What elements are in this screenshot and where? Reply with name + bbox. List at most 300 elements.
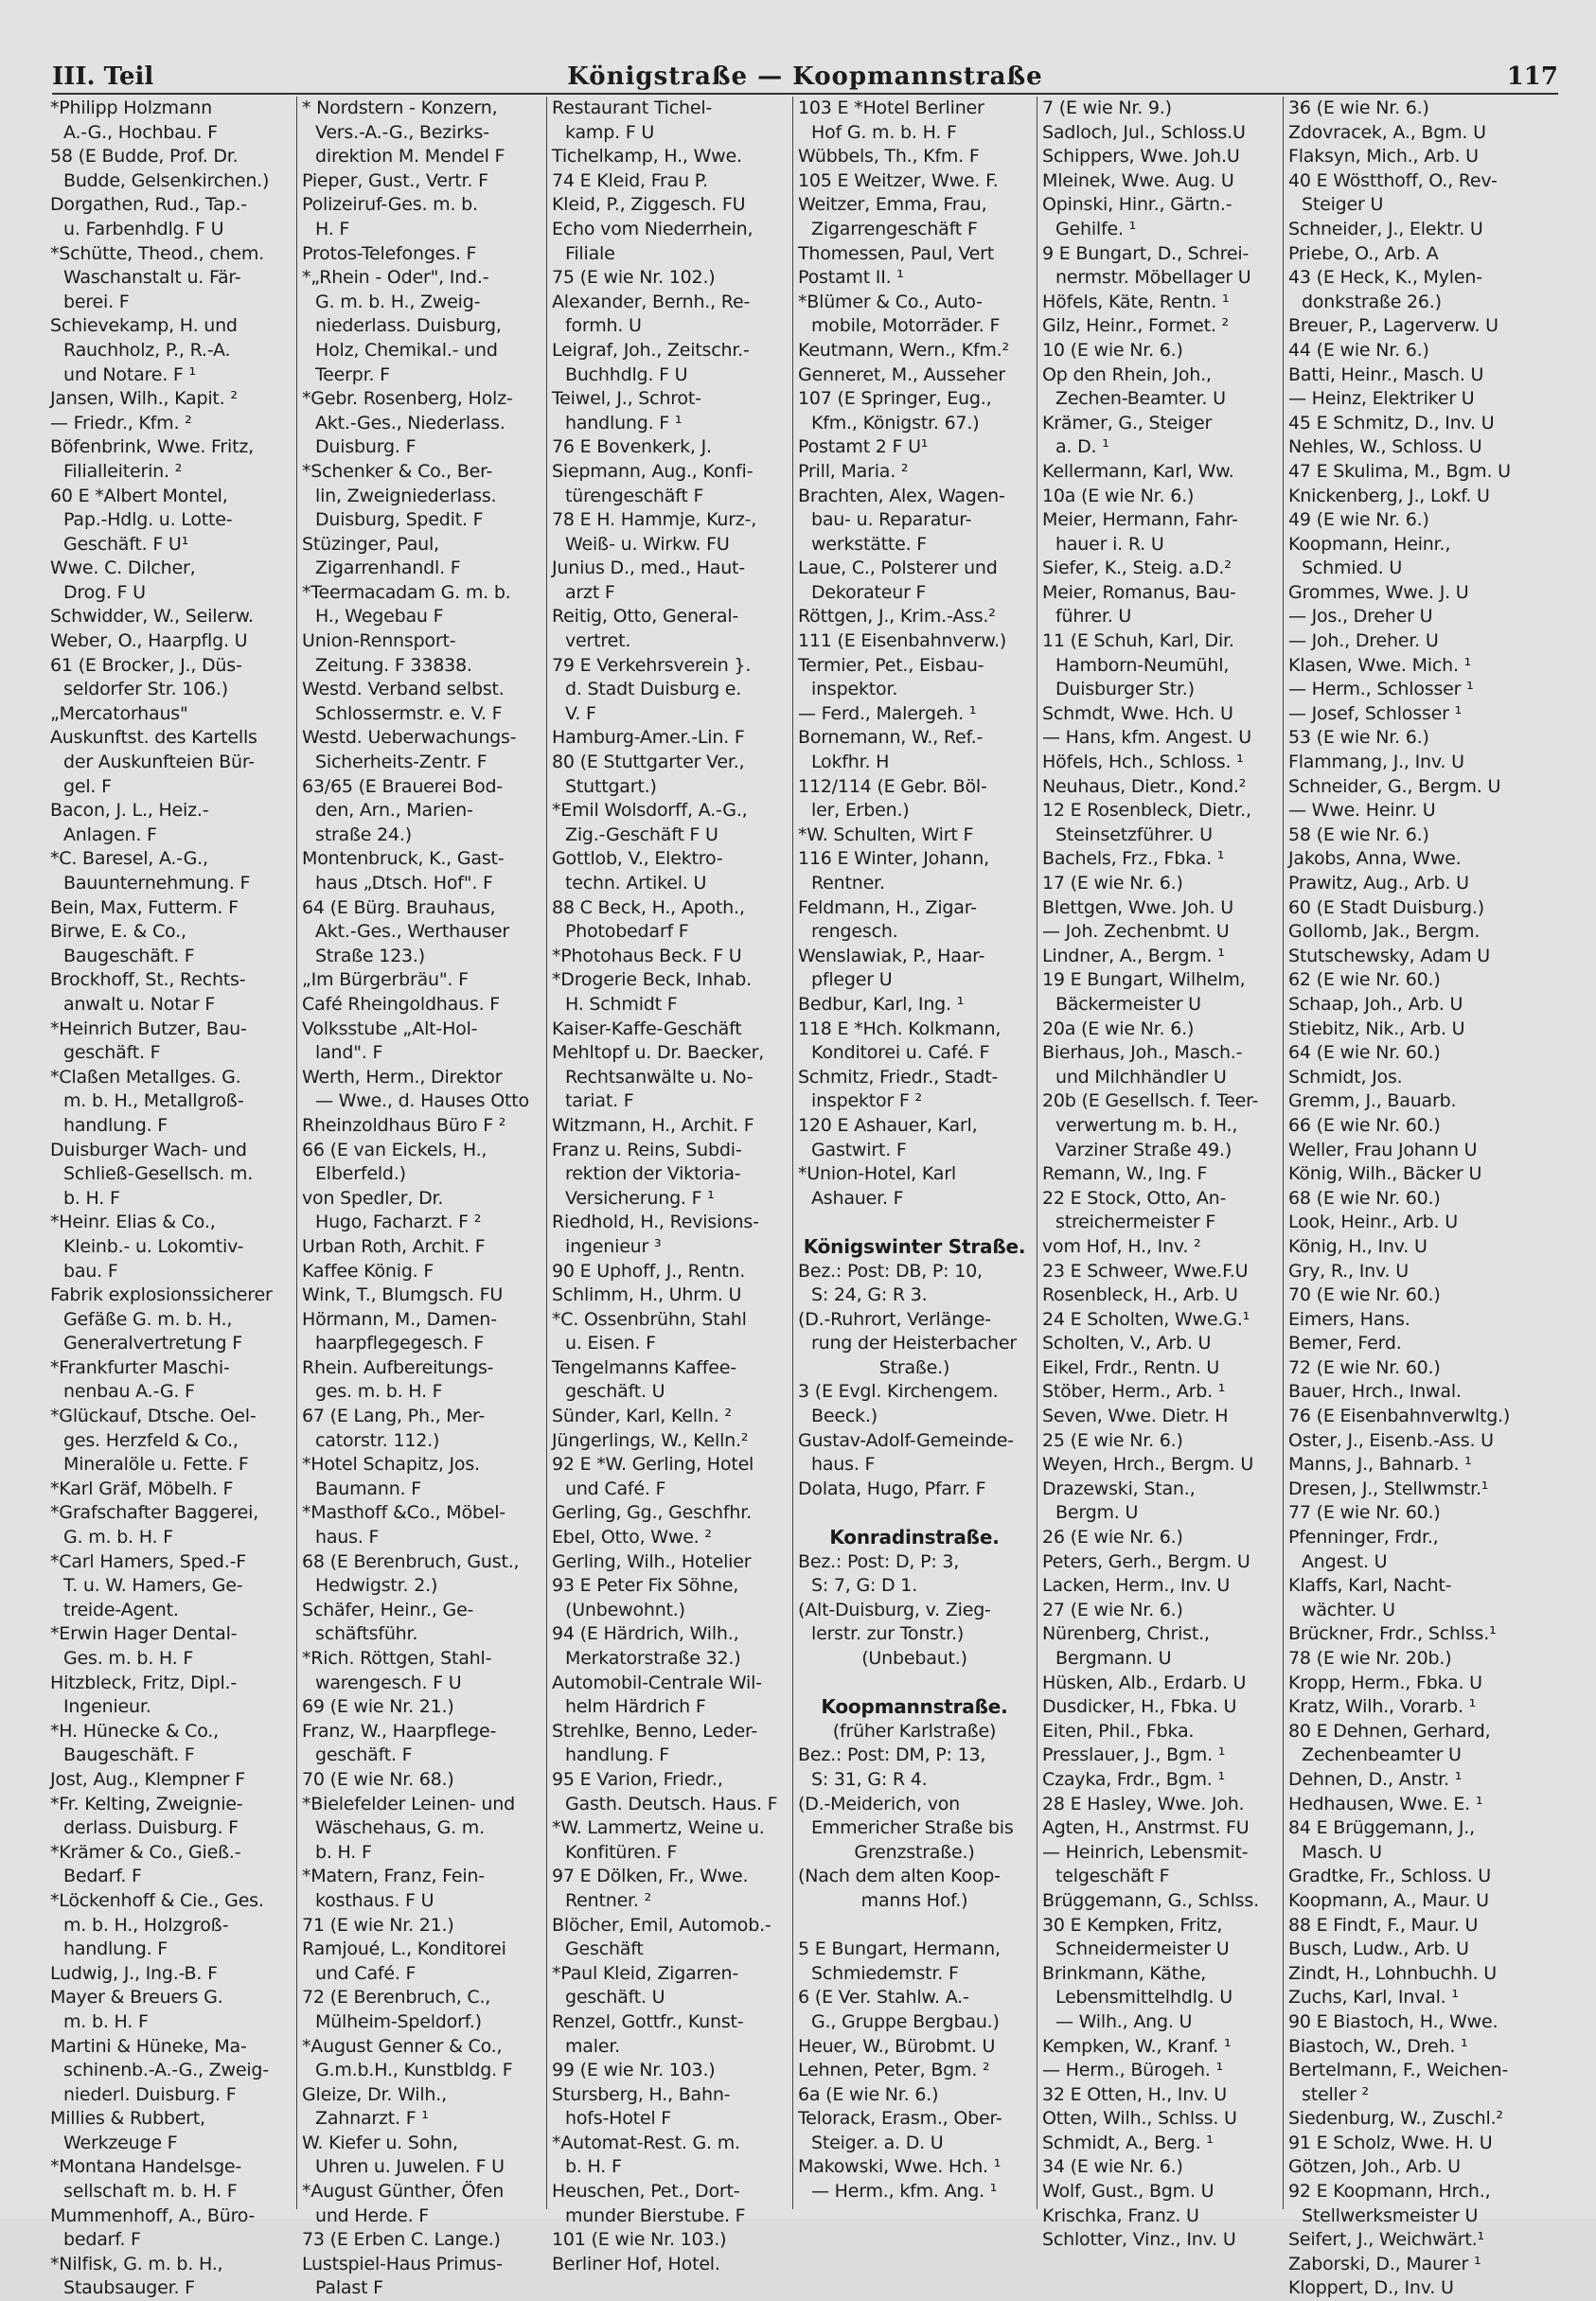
- directory-line: maler.: [565, 2035, 621, 2057]
- directory-line: geschäft. U: [565, 1381, 665, 1403]
- directory-line: Gerling, Gg., Geschfhr.: [552, 1502, 752, 1524]
- directory-line: Pfenninger, Frdr.,: [1288, 1527, 1439, 1549]
- directory-line: Ramjoué, L., Konditorei: [302, 1938, 506, 1960]
- directory-line: 25 (E wie Nr. 6.): [1042, 1429, 1183, 1451]
- directory-line: Krämer, G., Steiger: [1042, 412, 1213, 434]
- directory-line: Hugo, Facharzt. F ²: [315, 1212, 482, 1233]
- directory-line: 30 E Kempken, Fritz,: [1042, 1914, 1223, 1936]
- directory-line: (Unbewohnt.): [565, 1599, 685, 1620]
- directory-line: führer. U: [1055, 606, 1132, 628]
- directory-line: Gerling, Wilh., Hotelier: [552, 1550, 752, 1572]
- directory-line: (Nach dem alten Koop-: [798, 1866, 1001, 1887]
- directory-line: Witzmann, H., Archit. F: [552, 1114, 754, 1136]
- directory-line: „Im Bürgerbräu". F: [302, 969, 469, 991]
- directory-line: Schmidt, Jos.: [1288, 1066, 1403, 1088]
- directory-line: d. Stadt Duisburg e.: [565, 679, 742, 700]
- directory-line: *W. Lammertz, Weine u.: [552, 1817, 765, 1839]
- directory-line: 76 (E Eisenbahnverwltg.): [1288, 1406, 1511, 1427]
- header-rule: [52, 93, 1558, 95]
- directory-line: bau. F: [63, 1260, 118, 1282]
- directory-line: *Photohaus Beck. F U: [552, 945, 742, 966]
- directory-line: Termier, Pet., Eisbau-: [798, 654, 984, 676]
- directory-line: 78 E H. Hammje, Kurz-,: [552, 509, 757, 531]
- directory-line: Brückner, Frdr., Schlss.¹: [1288, 1623, 1497, 1645]
- directory-line: *Automat-Rest. G. m.: [552, 2132, 740, 2153]
- directory-line: Bäckermeister U: [1055, 993, 1201, 1015]
- directory-line: *Nilfisk, G. m. b. H.,: [50, 2253, 223, 2274]
- directory-line: W. Kiefer u. Sohn,: [302, 2132, 458, 2153]
- directory-line: haus. F: [811, 1454, 876, 1476]
- directory-line: Renzel, Gottfr., Kunst-: [552, 2010, 744, 2032]
- directory-line: Gottlob, V., Elektro-: [552, 848, 723, 870]
- section-heading: Koopmannstraße.: [821, 1695, 1008, 1719]
- directory-line: Hedhausen, Wwe. E. ¹: [1288, 1793, 1483, 1814]
- directory-line: Bacon, J. L., Heiz.-: [50, 800, 209, 822]
- directory-line: haarpflegegesch. F: [315, 1333, 485, 1354]
- directory-line: Bertelmann, F., Weichen-: [1288, 2060, 1509, 2081]
- directory-line: gel. F: [63, 775, 112, 797]
- directory-line: 28 E Hasley, Wwe. Joh.: [1042, 1793, 1245, 1814]
- directory-line: 6a (E wie Nr. 6.): [798, 2083, 939, 2105]
- directory-line: Dresen, J., Stellwmstr.¹: [1288, 1478, 1489, 1499]
- directory-line: Martini & Hüneke, Ma-: [50, 2035, 247, 2057]
- directory-line: Grenzstraße.): [854, 1841, 975, 1863]
- directory-line: 79 E Verkehrsverein }.: [552, 654, 752, 676]
- directory-line: 71 (E wie Nr. 21.): [302, 1914, 454, 1936]
- directory-line: Schmiedemstr. F: [811, 1962, 959, 1984]
- directory-line: Stüzinger, Paul,: [302, 533, 439, 555]
- directory-line: u. Farbenhdlg. F U: [63, 218, 224, 239]
- directory-line: Union-Rennsport-: [302, 630, 456, 652]
- directory-line: Gefäße G. m. b. H.,: [63, 1308, 233, 1330]
- directory-line: 64 (E wie Nr. 60.): [1288, 1042, 1441, 1064]
- directory-line: 17 (E wie Nr. 6.): [1042, 873, 1183, 894]
- directory-line: Lokfhr. H: [811, 752, 890, 773]
- directory-line: Stuttgart.): [565, 775, 657, 797]
- directory-line: lin, Zweigniederlass.: [315, 485, 497, 506]
- directory-line: land". F: [315, 1042, 383, 1064]
- directory-line: Schneidermeister U: [1055, 1938, 1230, 1960]
- directory-line: Hörmann, M., Damen-: [302, 1308, 497, 1330]
- directory-line: Zeitung. F 33838.: [315, 654, 472, 676]
- directory-line: — Josef, Schlosser ¹: [1288, 702, 1463, 724]
- directory-line: handlung. F: [63, 1114, 168, 1136]
- directory-line: *Paul Kleid, Zigarren-: [552, 1962, 739, 1984]
- directory-line: 60 E *Albert Montel,: [50, 485, 228, 506]
- directory-line: Duisburger Str.): [1055, 679, 1195, 700]
- directory-line: Siepmann, Aug., Konfi-: [552, 460, 754, 482]
- directory-line: formh. U: [565, 315, 642, 337]
- directory-line: 53 (E wie Nr. 6.): [1288, 727, 1429, 749]
- directory-line: Rheinzoldhaus Büro F ²: [302, 1114, 506, 1136]
- directory-line: inspektor F ²: [811, 1090, 922, 1112]
- directory-line: Photobedarf F: [565, 921, 689, 943]
- directory-line: 92 E Koopmann, Hrch.,: [1288, 2181, 1491, 2203]
- directory-line: 22 E Stock, Otto, An-: [1042, 1187, 1227, 1209]
- directory-line: — Wwe. Heinr. U: [1288, 800, 1436, 822]
- part-label: III. Teil: [52, 62, 154, 91]
- directory-line: Schmdt, Wwe. Hch. U: [1042, 702, 1233, 724]
- directory-line: Bachels, Frz., Fbka. ¹: [1042, 848, 1225, 870]
- directory-line: — Joh. Zechenbmt. U: [1042, 921, 1230, 943]
- directory-line: haus. F: [315, 1527, 380, 1549]
- directory-line: Prill, Maria. ²: [798, 460, 909, 482]
- directory-line: von Spedler, Dr.: [302, 1187, 444, 1209]
- spacer: [798, 1211, 1031, 1235]
- directory-line: Rentner. ²: [565, 1889, 652, 1911]
- directory-line: Zechenbeamter U: [1302, 1744, 1462, 1766]
- directory-line: Seifert, J., Weichwärt.¹: [1288, 2229, 1484, 2251]
- directory-line: Feldmann, H., Zigar-: [798, 896, 977, 918]
- directory-line: m. b. H., Metallgroß-: [63, 1090, 244, 1112]
- directory-line: kosthaus. F U: [315, 1889, 434, 1911]
- directory-line: 105 E Weitzer, Wwe. F.: [798, 169, 999, 191]
- directory-line: und Notare. F ¹: [63, 363, 196, 385]
- directory-line: Bein, Max, Futterm. F: [50, 896, 239, 918]
- directory-line: Pieper, Gust., Vertr. F: [302, 169, 488, 191]
- directory-line: Protos-Telefonges. F: [302, 242, 477, 264]
- directory-line: Schneider, J., Elektr. U: [1288, 218, 1483, 239]
- directory-line: 64 (E Bürg. Brauhaus,: [302, 896, 496, 918]
- directory-line: *„Rhein - Oder", Ind.-: [302, 267, 489, 289]
- column-3: [547, 97, 793, 2274]
- directory-line: 43 (E Heck, K., Mylen-: [1288, 267, 1482, 289]
- directory-line: 90 E Biastoch, H., Wwe.: [1288, 2010, 1498, 2032]
- directory-line: Look, Heinr., Arb. U: [1288, 1212, 1458, 1233]
- directory-line: Montenbruck, K., Gast-: [302, 848, 505, 870]
- directory-line: Baugeschäft. F: [63, 945, 195, 966]
- directory-line: Stellwerksmeister U: [1302, 2204, 1479, 2226]
- directory-line: 36 (E wie Nr. 6.): [1288, 97, 1429, 118]
- directory-line: G., Gruppe Bergbau.): [811, 2010, 1000, 2032]
- directory-line: 75 (E wie Nr. 102.): [552, 267, 716, 289]
- directory-line: Blettgen, Wwe. Joh. U: [1042, 896, 1233, 918]
- directory-line: treide-Agent.: [63, 1599, 179, 1620]
- directory-line: Beeck.): [811, 1406, 878, 1427]
- directory-line: *Löckenhoff & Cie., Ges.: [50, 1889, 264, 1911]
- column-1: [45, 97, 297, 2299]
- directory-line: geschäft. U: [565, 1987, 665, 2009]
- directory-line: Gleize, Dr. Wilh.,: [302, 2083, 447, 2105]
- directory-line: Drog. F U: [63, 581, 146, 603]
- directory-line: 99 (E wie Nr. 103.): [552, 2060, 716, 2081]
- directory-line: Straße 123.): [315, 945, 425, 966]
- directory-line: Masch. U: [1302, 1841, 1382, 1863]
- directory-line: Schippers, Wwe. Joh.U: [1042, 146, 1240, 168]
- directory-line: Jost, Aug., Klempner F: [50, 1768, 245, 1790]
- directory-line: *Union-Hotel, Karl: [798, 1163, 956, 1185]
- directory-line: 120 E Ashauer, Karl,: [798, 1114, 978, 1136]
- directory-line: Dolata, Hugo, Pfarr. F: [798, 1478, 986, 1499]
- directory-line: munder Bierstube. F: [565, 2204, 746, 2226]
- directory-line: H., Wegebau F: [315, 606, 444, 628]
- directory-line: Stursberg, H., Bahn-: [552, 2083, 731, 2105]
- directory-line: 34 (E wie Nr. 6.): [1042, 2156, 1183, 2178]
- directory-line: Bauer, Hrch., Inwal.: [1288, 1381, 1462, 1403]
- directory-line: Lindner, A., Bergm. ¹: [1042, 945, 1225, 966]
- directory-line: Siedenburg, W., Zuschl.²: [1288, 2108, 1503, 2130]
- directory-line: 78 (E wie Nr. 20b.): [1288, 1648, 1452, 1669]
- directory-line: H. F: [315, 218, 350, 239]
- directory-line: niederlass. Duisburg,: [315, 315, 502, 337]
- directory-line: den, Arn., Marien-: [315, 800, 473, 822]
- directory-line: 112/114 (E Gebr. Böl-: [798, 775, 987, 797]
- directory-line: techn. Artikel. U: [565, 873, 707, 894]
- directory-line: ler, Erben.): [811, 800, 910, 822]
- directory-line: *Masthoff &Co., Möbel-: [302, 1502, 505, 1524]
- directory-line: *Claßen Metallges. G.: [50, 1066, 241, 1088]
- directory-line: Anlagen. F: [63, 823, 157, 845]
- directory-line: 66 (E van Eickels, H.,: [302, 1139, 488, 1160]
- directory-line: Lehnen, Peter, Bgm. ²: [798, 2060, 990, 2081]
- directory-line: Zig.-Geschäft F U: [565, 823, 718, 845]
- directory-line: Ges. m. b. H. F: [63, 1648, 194, 1669]
- directory-line: Hof G. m. b. H. F: [811, 121, 957, 143]
- directory-line: Gollomb, Jak., Bergm.: [1288, 921, 1481, 943]
- directory-line: b. H. F: [63, 1187, 120, 1209]
- directory-line: Höfels, Hch., Schloss. ¹: [1042, 752, 1244, 773]
- directory-line: Bauunternehmung. F: [63, 873, 251, 894]
- directory-line: bau- u. Reparatur-: [811, 509, 972, 531]
- directory-line: 97 E Dölken, Fr., Wwe.: [552, 1866, 749, 1887]
- directory-line: Bierhaus, Joh., Masch.-: [1042, 1042, 1243, 1064]
- directory-line: — Friedr., Kfm. ²: [50, 412, 192, 434]
- directory-line: 10a (E wie Nr. 6.): [1042, 485, 1195, 506]
- directory-line: Weitzer, Emma, Frau,: [798, 194, 987, 216]
- directory-line: berei. F: [63, 291, 130, 312]
- directory-line: T. u. W. Hamers, Ge-: [63, 1575, 243, 1597]
- directory-line: 73 (E Erben C. Lange.): [302, 2229, 501, 2251]
- directory-line: 11 (E Schuh, Karl, Dir.: [1042, 630, 1234, 652]
- directory-line: Rosenbleck, H., Arb. U: [1042, 1284, 1238, 1306]
- directory-line: G.m.b.H., Kunstbldg. F: [315, 2060, 513, 2081]
- directory-line: Fabrik explosionssicherer: [50, 1284, 273, 1306]
- directory-line: — Heinrich, Lebensmit-: [1042, 1841, 1249, 1863]
- directory-line: 74 E Kleid, Frau P.: [552, 169, 708, 191]
- directory-line: *Glückauf, Dtsche. Oel-: [50, 1406, 257, 1427]
- directory-line: Brüggemann, G., Schlss.: [1042, 1889, 1259, 1911]
- directory-line: Gehilfe. ¹: [1055, 218, 1137, 239]
- directory-line: 26 (E wie Nr. 6.): [1042, 1527, 1183, 1549]
- directory-line: 24 E Scholten, Wwe.G.¹: [1042, 1308, 1250, 1330]
- directory-line: Eimers, Hans.: [1288, 1308, 1410, 1330]
- directory-line: Strehlke, Benno, Leder-: [552, 1720, 758, 1742]
- directory-line: *Frankfurter Maschi-: [50, 1356, 230, 1378]
- directory-line: 68 (E Berenbruch, Gust.,: [302, 1550, 520, 1572]
- directory-line: a. D. ¹: [1055, 436, 1109, 458]
- directory-line: Flaksyn, Mich., Arb. U: [1288, 146, 1479, 168]
- directory-line: Steinsetzführer. U: [1055, 823, 1213, 845]
- directory-line: Zindt, H., Lohnbuchh. U: [1288, 1962, 1497, 1984]
- directory-line: Kloppert, D., Inv. U: [1288, 2277, 1454, 2299]
- directory-line: Gustav-Adolf-Gemeinde-: [798, 1429, 1014, 1451]
- directory-line: Teerpr. F: [315, 363, 390, 385]
- directory-line: Bedbur, Karl, Ing. ¹: [798, 993, 965, 1015]
- directory-line: 9 E Bungart, D., Schrei-: [1042, 242, 1250, 264]
- directory-line: — Hans, kfm. Angest. U: [1042, 727, 1251, 749]
- directory-line: 19 E Bungart, Wilhelm,: [1042, 969, 1246, 991]
- directory-line: hofs-Hotel F: [565, 2108, 672, 2130]
- directory-line: m. b. H. F: [63, 2010, 149, 2032]
- directory-line: kamp. F U: [565, 121, 655, 143]
- directory-line: Schaap, Joh., Arb. U: [1288, 993, 1463, 1015]
- directory-line: u. Eisen. F: [565, 1333, 656, 1354]
- directory-line: Filiale: [565, 242, 615, 264]
- directory-line: *Gebr. Rosenberg, Holz-: [302, 388, 513, 410]
- column-4: [793, 97, 1037, 2209]
- directory-line: Junius D., med., Haut-: [552, 558, 745, 579]
- directory-line: rektion der Viktoria-: [565, 1163, 741, 1185]
- directory-line: Bergm. U: [1055, 1502, 1139, 1524]
- directory-line: helm Härdrich F: [565, 1696, 706, 1718]
- directory-line: Hitzbleck, Fritz, Dipl.-: [50, 1672, 238, 1693]
- directory-line: Dekorateur F: [811, 581, 927, 603]
- directory-line: *Karl Gräf, Möbelh. F: [50, 1478, 234, 1499]
- directory-line: Kleid, P., Ziggesch. FU: [552, 194, 746, 216]
- directory-line: Rentner.: [811, 873, 885, 894]
- directory-line: verwertung m. b. H.,: [1055, 1114, 1238, 1136]
- directory-line: Schmitz, Friedr., Stadt-: [798, 1066, 999, 1088]
- directory-line: Wäschehaus, G. m.: [315, 1817, 485, 1839]
- directory-line: Duisburger Wach- und: [50, 1139, 247, 1160]
- directory-line: Keutmann, Wern., Kfm.²: [798, 339, 1009, 361]
- directory-line: 60 (E Stadt Duisburg.): [1288, 896, 1484, 918]
- directory-line: bedarf. F: [63, 2229, 141, 2251]
- directory-line: 44 (E wie Nr. 6.): [1288, 339, 1429, 361]
- directory-line: Sicherheits-Zentr. F: [315, 752, 488, 773]
- directory-line: — Ferd., Malergeh. ¹: [798, 702, 977, 724]
- directory-line: Echo vom Niederrhein,: [552, 218, 754, 239]
- page-number: 117: [1506, 62, 1558, 91]
- directory-line: telgeschäft F: [1055, 1866, 1170, 1887]
- directory-line: Gasth. Deutsch. Haus. F: [565, 1793, 778, 1814]
- directory-line: Koopmann, Heinr.,: [1288, 533, 1451, 555]
- directory-line: Baugeschäft. F: [63, 1744, 195, 1766]
- directory-line: Oster, J., Eisenb.-Ass. U: [1288, 1429, 1494, 1451]
- directory-line: Jansen, Wilh., Kapit. ²: [50, 388, 238, 410]
- directory-line: Postamt 2 F U¹: [798, 436, 929, 458]
- directory-line: 116 E Winter, Johann,: [798, 848, 989, 870]
- directory-line: *Teermacadam G. m. b.: [302, 581, 511, 603]
- directory-line: Bez.: Post: D, P: 3,: [798, 1550, 960, 1572]
- directory-line: *Heinr. Elias & Co.,: [50, 1212, 216, 1233]
- directory-line: *Drogerie Beck, Inhab.: [552, 969, 753, 991]
- directory-line: Grommes, Wwe. J. U: [1288, 581, 1469, 603]
- directory-line: Biastoch, W., Dreh. ¹: [1288, 2035, 1468, 2057]
- directory-line: Schneider, G., Bergm. U: [1288, 775, 1501, 797]
- directory-line: niederl. Duisburg. F: [63, 2083, 237, 2105]
- directory-line: Prawitz, Aug., Arb. U: [1288, 873, 1469, 894]
- directory-line: Zuchs, Karl, Inval. ¹: [1288, 1987, 1459, 2009]
- directory-line: Sünder, Karl, Kelln. ²: [552, 1406, 732, 1427]
- directory-line: Teiwel, J., Schrot-: [552, 388, 701, 410]
- directory-line: *Matern, Franz, Fein-: [302, 1866, 485, 1887]
- directory-line: Ebel, Otto, Wwe. ²: [552, 1527, 712, 1549]
- directory-line: b. H. F: [565, 2156, 622, 2178]
- directory-line: 76 E Bovenkerk, J.: [552, 436, 712, 458]
- directory-line: Mülheim-Speldorf.): [315, 2010, 482, 2032]
- directory-line: *Blümer & Co., Auto-: [798, 291, 983, 312]
- directory-line: — Herm., Bürogeh. ¹: [1042, 2060, 1223, 2081]
- directory-line: rung der Heisterbacher: [811, 1333, 1017, 1354]
- directory-line: Opinski, Hinr., Gärtn.-: [1042, 194, 1232, 216]
- directory-line: Bornemann, W., Ref.-: [798, 727, 984, 749]
- directory-line: 88 E Findt, F., Maur. U: [1288, 1914, 1479, 1936]
- directory-line: Westd. Ueberwachungs-: [302, 727, 517, 749]
- directory-line: Rechtsanwälte u. No-: [565, 1066, 754, 1088]
- directory-line: Gilz, Heinr., Formet. ²: [1042, 315, 1229, 337]
- directory-line: Eikel, Frdr., Rentn. U: [1042, 1356, 1220, 1378]
- directory-line: Brachten, Alex, Wagen-: [798, 485, 1005, 506]
- directory-line: Elberfeld.): [315, 1163, 406, 1185]
- directory-line: 6 (E Ver. Stahlw. A.-: [798, 1987, 969, 2009]
- directory-line: 49 (E wie Nr. 6.): [1288, 509, 1429, 531]
- directory-line: *Schenker & Co., Ber-: [302, 460, 493, 482]
- directory-line: schinenb.-A.-G., Zweig-: [63, 2060, 269, 2081]
- directory-line: Versicherung. F ¹: [565, 1187, 715, 1209]
- directory-line: Franz u. Reins, Subdi-: [552, 1139, 742, 1160]
- directory-line: Meier, Romanus, Bau-: [1042, 581, 1236, 603]
- directory-line: — Wilh., Ang. U: [1055, 2010, 1193, 2032]
- directory-line: Peters, Gerh., Bergm. U: [1042, 1550, 1250, 1572]
- directory-line: direktion M. Mendel F: [315, 146, 505, 168]
- directory-line: handlung. F: [63, 1938, 168, 1960]
- directory-line: *Montana Handelsge-: [50, 2156, 242, 2178]
- directory-line: Eiten, Phil., Fbka.: [1042, 1720, 1195, 1742]
- directory-line: Generalvertretung F: [63, 1333, 242, 1354]
- directory-line: Berliner Hof, Hotel.: [552, 2253, 720, 2274]
- directory-line: *Bielefelder Leinen- und: [302, 1793, 515, 1814]
- directory-line: Manns, J., Bahnarb. ¹: [1288, 1454, 1472, 1476]
- directory-line: m. b. H., Holzgroß-: [63, 1914, 229, 1936]
- directory-line: Nürenberg, Christ.,: [1042, 1623, 1210, 1645]
- directory-line: Schmidt, A., Berg. ¹: [1042, 2132, 1214, 2153]
- directory-line: Stutschewsky, Adam U: [1288, 945, 1490, 966]
- directory-line: Kfm., Königstr. 67.): [811, 412, 980, 434]
- directory-line: Geschäft: [565, 1938, 644, 1960]
- directory-line: 84 E Brüggemann, J.,: [1288, 1817, 1475, 1839]
- directory-line: G. m. b. H. F: [63, 1527, 173, 1549]
- directory-line: Röttgen, J., Krim.-Ass.²: [798, 606, 996, 628]
- directory-line: Konfitüren. F: [565, 1841, 678, 1863]
- directory-line: Kaiser-Kaffe-Geschäft: [552, 1018, 742, 1039]
- directory-line: *Fr. Kelting, Zweignie-: [50, 1793, 243, 1814]
- directory-line: Gry, R., Inv. U: [1288, 1260, 1409, 1282]
- directory-line: Dorgathen, Rud., Tap.-: [50, 194, 247, 216]
- directory-line: Schievekamp, H. und: [50, 315, 238, 337]
- directory-line: 32 E Otten, H., Inv. U: [1042, 2083, 1227, 2105]
- directory-line: vertret.: [565, 630, 631, 652]
- directory-line: Sadloch, Jul., Schloss.U: [1042, 121, 1246, 143]
- directory-line: 10 (E wie Nr. 6.): [1042, 339, 1183, 361]
- directory-line: Zigarrenhandl. F: [315, 558, 461, 579]
- directory-line: anwalt u. Notar F: [63, 993, 216, 1015]
- directory-line: Gradtke, Fr., Schloss. U: [1288, 1866, 1491, 1887]
- directory-line: Angest. U: [1302, 1550, 1388, 1572]
- directory-line: Dehnen, D., Anstr. ¹: [1288, 1768, 1463, 1790]
- directory-line: Op den Rhein, Joh.,: [1042, 363, 1212, 385]
- directory-line: Böfenbrink, Wwe. Fritz,: [50, 436, 254, 458]
- directory-line: arzt F: [565, 581, 615, 603]
- directory-line: Kropp, Herm., Fbka. U: [1288, 1672, 1482, 1693]
- directory-line: Stöber, Herm., Arb. ¹: [1042, 1381, 1226, 1403]
- directory-line: (Alt-Duisburg, v. Zieg-: [798, 1599, 991, 1620]
- directory-line: 77 (E wie Nr. 60.): [1288, 1502, 1441, 1524]
- directory-line: Werth, Herm., Direktor: [302, 1066, 503, 1088]
- directory-line: S: 7, G: D 1.: [811, 1575, 918, 1597]
- directory-line: Mineralöle u. Fette. F: [63, 1454, 249, 1476]
- directory-line: Weyen, Hrch., Bergm. U: [1042, 1454, 1254, 1476]
